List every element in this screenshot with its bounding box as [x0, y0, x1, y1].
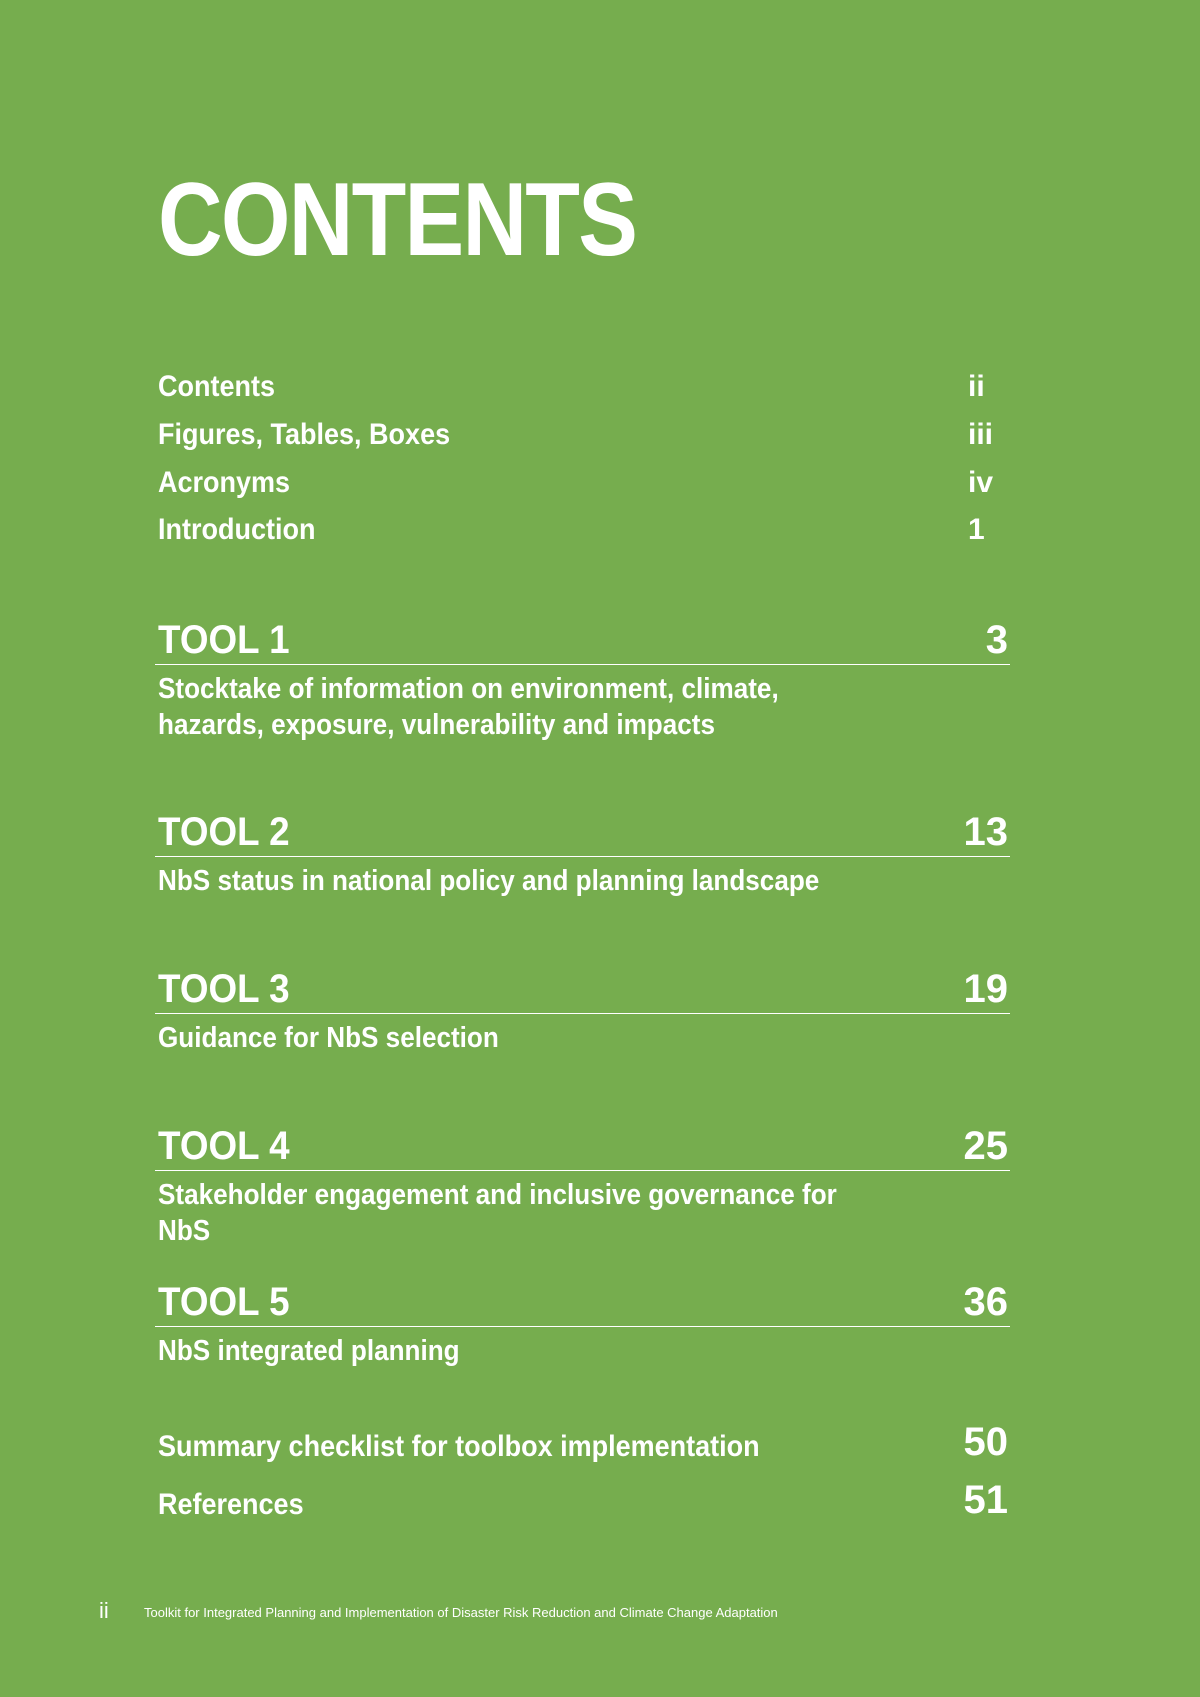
toc-entry-page: 1 [968, 513, 985, 546]
toc-tool-3[interactable] [155, 969, 1010, 1056]
tool-label: TOOL 1 [158, 618, 290, 662]
tool-page: 25 [963, 1124, 1008, 1168]
tool-label: TOOL 4 [158, 1124, 290, 1168]
toc-entry-label: Figures, Tables, Boxes [158, 418, 451, 451]
footer-page-number: ii [99, 1598, 109, 1623]
tool-heading [155, 620, 1010, 665]
toc-tool-5[interactable] [155, 1282, 1010, 1369]
page-title: CONTENTS [158, 162, 637, 278]
toc-tool-1[interactable] [155, 620, 1010, 743]
tool-label: TOOL 2 [158, 810, 290, 854]
tool-page: 36 [963, 1280, 1008, 1324]
tool-page: 3 [985, 618, 1008, 662]
toc-entry-label: Summary checklist for toolbox implementation [158, 1430, 760, 1463]
toc-tool-4[interactable] [155, 1126, 1010, 1249]
tool-description: Stocktake of information on environment, climate, hazards, exposure, vulnerability and impacts [158, 673, 779, 741]
toc-entry-page: 51 [963, 1478, 1008, 1522]
toc-entry-label: References [158, 1488, 304, 1521]
tool-label: TOOL 5 [158, 1280, 290, 1324]
tool-heading [155, 969, 1010, 1014]
tool-description: NbS status in national policy and planning landscape [158, 865, 820, 897]
toc-entry-page: iii [968, 418, 994, 451]
tool-page: 13 [963, 810, 1008, 854]
toc-entry-page: iv [968, 466, 994, 499]
tool-description: NbS integrated planning [158, 1335, 460, 1367]
toc-entry-label: Contents [158, 370, 275, 403]
tool-heading [155, 1282, 1010, 1327]
toc-entry-references[interactable] [158, 1480, 1010, 1524]
toc-tool-2[interactable] [155, 812, 1010, 899]
toc-entry-summary-checklist[interactable] [158, 1422, 1010, 1466]
tool-label: TOOL 3 [158, 967, 290, 1011]
tool-heading [155, 1126, 1010, 1171]
footer-document-title: Toolkit for Integrated Planning and Implementation of Disaster Risk Reduction and Climate Change Adaptation [144, 1605, 778, 1620]
toc-entry-label: Acronyms [158, 466, 291, 499]
toc-entry-page: ii [968, 370, 985, 403]
toc-entry-page: 50 [963, 1420, 1008, 1464]
tool-description: Stakeholder engagement and inclusive governance for NbS [158, 1179, 837, 1247]
tool-heading [155, 812, 1010, 857]
tool-page: 19 [963, 967, 1008, 1011]
tool-description: Guidance for NbS selection [158, 1022, 499, 1054]
toc-entry-label: Introduction [158, 513, 316, 546]
